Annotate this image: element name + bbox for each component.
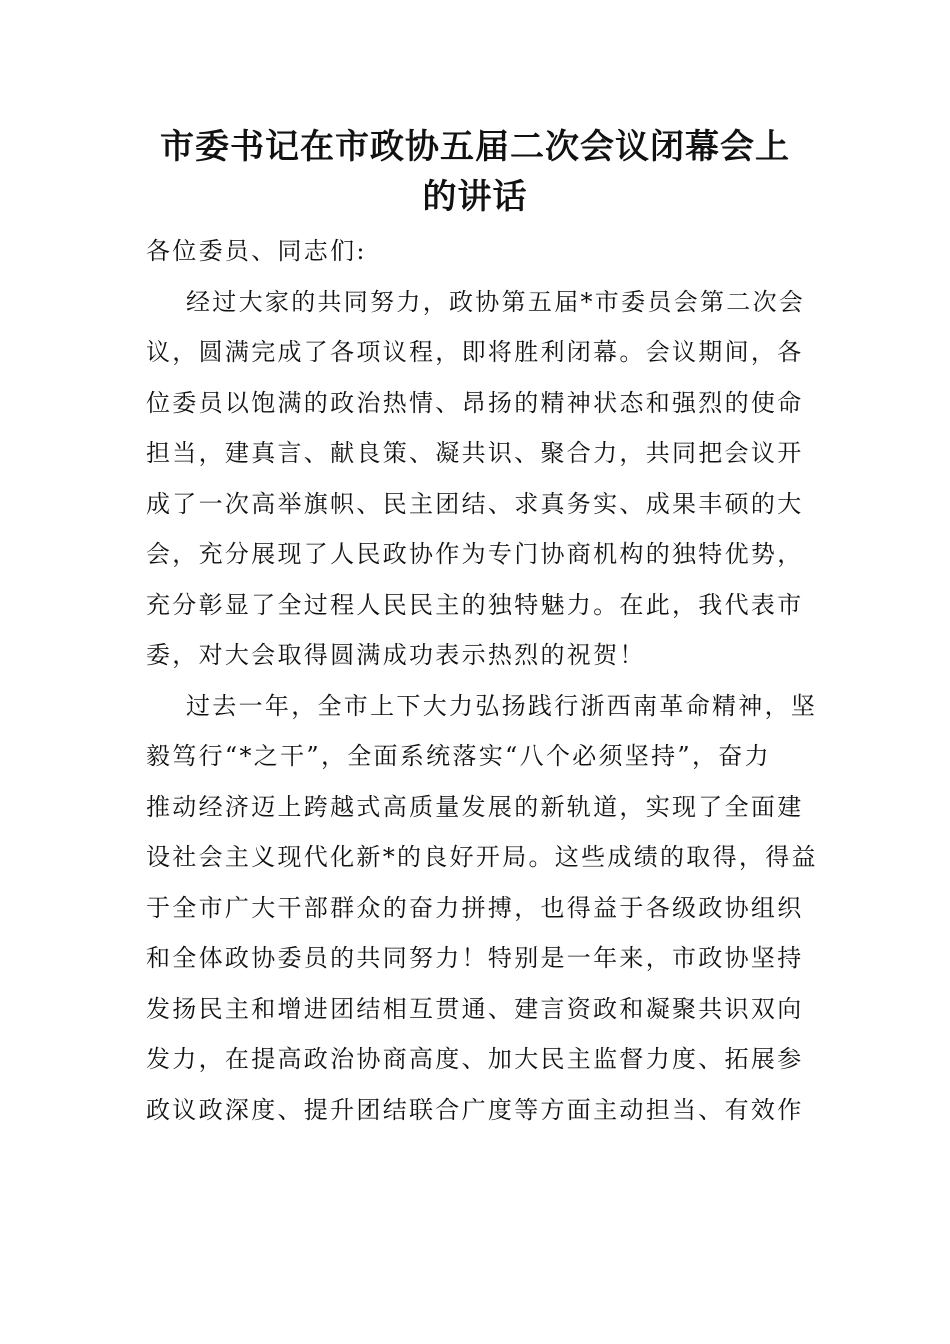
paragraph-line: 发扬民主和增进团结相互贯通、建言资政和凝聚共识双向 — [146, 994, 804, 1023]
paragraph-line: 和全体政协委员的共同努力！特别是一年来，市政协坚持 — [146, 944, 804, 972]
paragraph-1 — [146, 277, 806, 681]
paragraph-line: 成了一次高举旗帜、民主团结、求真务实、成果丰硕的大 — [146, 489, 804, 518]
paragraph-line: 议，圆满完成了各项议程，即将胜利闭幕。会议期间，各 — [146, 338, 804, 366]
paragraph-line: 推动经济迈上跨越式高质量发展的新轨道，实现了全面建 — [146, 792, 804, 821]
paragraph-line: 充分彰显了全过程人民民主的独特魅力。在此，我代表市 — [146, 590, 804, 619]
paragraph-line: 政议政深度、提升团结联合广度等方面主动担当、有效作 — [146, 1095, 804, 1124]
document-title — [140, 122, 810, 222]
title-line: 的讲话 — [422, 177, 528, 217]
paragraph-line: 经过大家的共同努力，政协第五届*市委员会第二次会 — [186, 287, 806, 316]
paragraph-line: 位委员以饱满的政治热情、昂扬的精神状态和强烈的使命 — [146, 388, 804, 417]
paragraph-line: 会，充分展现了人民政协作为专门协商机构的独特优势， — [146, 540, 804, 568]
title-line: 市委书记在市政协五届二次会议闭幕会上 — [160, 127, 790, 167]
paragraph-line: 毅笃行“*之干”，全面系统落实“八个必须坚持”，奋力 — [146, 742, 771, 770]
paragraph-line: 于全市广大干部群众的奋力拼搏，也得益于各级政协组织 — [146, 893, 804, 922]
paragraph-line: 发力，在提高政治协商高度、加大民主监督力度、拓展参 — [146, 1045, 804, 1073]
paragraph-line: 设社会主义现代化新*的良好开局。这些成绩的取得，得益 — [146, 843, 818, 871]
paragraph-2 — [146, 681, 818, 1136]
paragraph-line: 担当，建真言、献良策、凝共识、聚合力，共同把会议开 — [146, 439, 804, 467]
salutation: 各位委员、同志们: — [146, 237, 367, 265]
document-body — [146, 226, 818, 1135]
paragraph-line: 过去一年，全市上下大力弘扬践行浙西南革命精神，坚 — [186, 691, 818, 720]
paragraph-line: 委，对大会取得圆满成功表示热烈的祝贺！ — [146, 641, 646, 669]
